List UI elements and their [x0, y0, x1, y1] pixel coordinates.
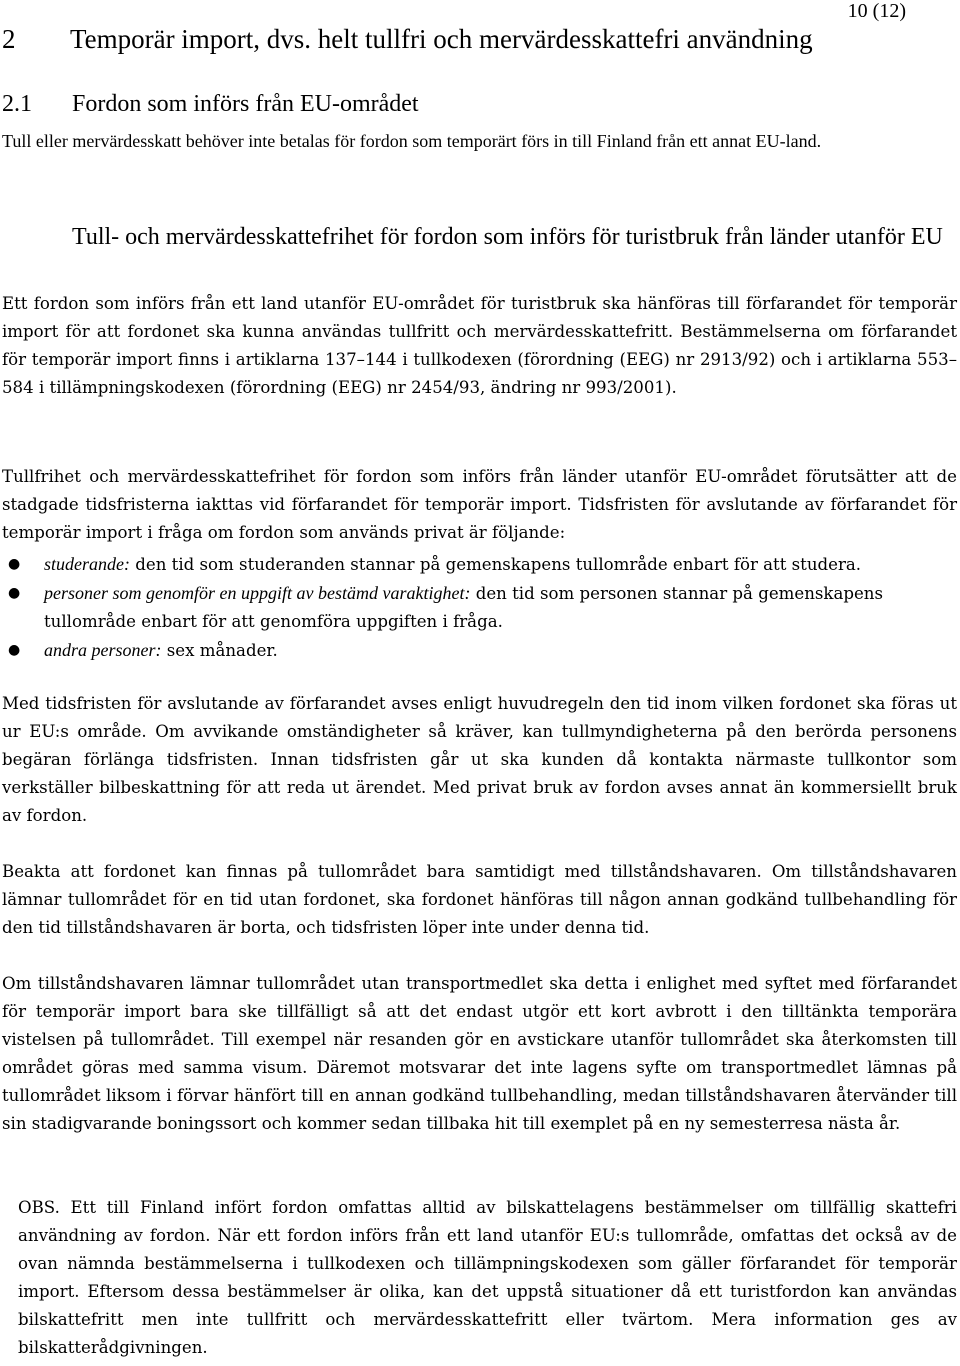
- paragraph: Tullfrihet och mervärdesskattefrihet för fordon som införs från länder utanför EU-området förutsätter att de stadgade tidsfristerna iakttas vid förfarandet för temporär import. Tidsfristen för avslutande av förfarandet för temporär import i fråga om fordon som används privat är följande:: [2, 467, 957, 542]
- subsection-1-body: Tull eller mervärdesskatt behöver inte betalas för fordon som temporärt förs in till Finland från ett annat EU-land.: [2, 131, 822, 151]
- bullet-icon: ●: [8, 556, 21, 572]
- list-item-text: sex månader.: [161, 641, 278, 660]
- time-limit-list: [2, 550, 957, 665]
- list-item: [2, 636, 957, 665]
- section-number: 2: [2, 24, 16, 54]
- paragraph: Beakta att fordonet kan finnas på tullområdet bara samtidigt med tillståndshavaren. Om tillståndshavaren lämnar tullområdet för en tid utan fordonet, ska fordonet hänföras till någon annan godkänd tullbehandling för den tid tillståndshavaren är borta, och tidsfristen löper inte under denna tid.: [2, 862, 957, 937]
- subsection-2-title: Tull- och mervärdesskattefrihet för fordon som införs för turistbruk från länder utanför EU: [72, 224, 943, 250]
- obs-note: OBS. Ett till Finland infört fordon omfattas alltid av bilskattelagens bestämmelser om tillfällig skattefri användning av fordon. När ett fordon införs från ett land utanför EU:s tullområde, omfattas det också av de ovan nämnda bestämmelserna i tullkodexen och tillämpningskodexen som gäller förfarandet för temporär import. Eftersom dessa bestämmelser är olika, kan det uppstå situationer då ett turistfordon kan användas bilskattefritt men inte tullfritt och mervärdesskattefritt eller tvärtom. Mera information ges av bilskatterådgivningen.: [18, 1198, 957, 1357]
- list-item-term: personer som genomför en uppgift av bestämd varaktighet:: [44, 583, 471, 603]
- paragraph: Om tillståndshavaren lämnar tullområdet utan transportmedlet ska detta i enlighet med syftet med förfarandet för temporär import bara ske tillfälligt så att det endast utgör ett kort avbrott i den tilltänkta temporära vistelsen på tullområdet. Till exempel när resanden gör en avstickare utanför tullområdet ska återkomsten till området göras med samma visum. Däremot motsvarar det inte lagens syfte om transportmedlet lämnas på tullområdet liksom i förvar hänfört till en annan godkänd tullbehandling, medan tillståndshavaren återvänder till sin stadigvarande boningssort och kommer sedan tillbaka hit till exemplet på en ny semesterresa nästa år.: [2, 974, 957, 1133]
- subsection-2-number: [2, 221, 72, 253]
- subsection-1-heading: [2, 88, 952, 120]
- subsection-2-heading: [2, 221, 952, 253]
- section-title: Temporär import, dvs. helt tullfri och mervärdesskattefri användning: [70, 24, 813, 54]
- paragraph: Ett fordon som införs från ett land utanför EU-området för turistbruk ska hänföras till förfarandet för temporär import för att fordonet ska kunna användas tullfritt och mervärdesskattefritt. Bestämmelserna om förfarandet för temporär import finns i artiklarna 137–144 i tullkodexen (förordning (EEG) nr 2913/92) och i artiklarna 553–584 i tillämpningskodexen (förordning (EEG) nr 2454/93, ändring nr 993/2001).: [2, 294, 957, 397]
- paragraph: Med tidsfristen för avslutande av förfarandet avses enligt huvudregeln den tid inom vilken fordonet ska föras ut ur EU:s område. Om avvikande omständigheter så kräver, kan tullmyndigheterna på den berörda personens begäran förlänga tidsfristen. Innan tidsfristen går ut ska kunden då kontakta närmaste tullkontor som verkställer bilbeskattning för att reda ut ärendet. Med privat bruk av fordon avses annat än kommersiellt bruk av fordon.: [2, 694, 957, 825]
- section-heading: [2, 22, 952, 56]
- bullet-icon: ●: [8, 642, 21, 658]
- subsection-1-title: Fordon som införs från EU-området: [72, 91, 419, 117]
- page-number: 10 (12): [847, 0, 906, 22]
- list-item-term: andra personer:: [44, 640, 162, 660]
- list-item-text: den tid som studeranden stannar på gemenskapens tullområde enbart för att studera.: [129, 555, 862, 574]
- list-item-term: studerande:: [44, 554, 130, 574]
- subsection-1-number: 2.1: [2, 91, 32, 117]
- list-item: [2, 550, 957, 579]
- list-item-text: den tid som personen stannar på gemenskapens tullområde enbart för att genomföra uppgiften i fråga.: [44, 584, 883, 631]
- bullet-icon: ●: [8, 585, 21, 601]
- list-item: [2, 579, 957, 636]
